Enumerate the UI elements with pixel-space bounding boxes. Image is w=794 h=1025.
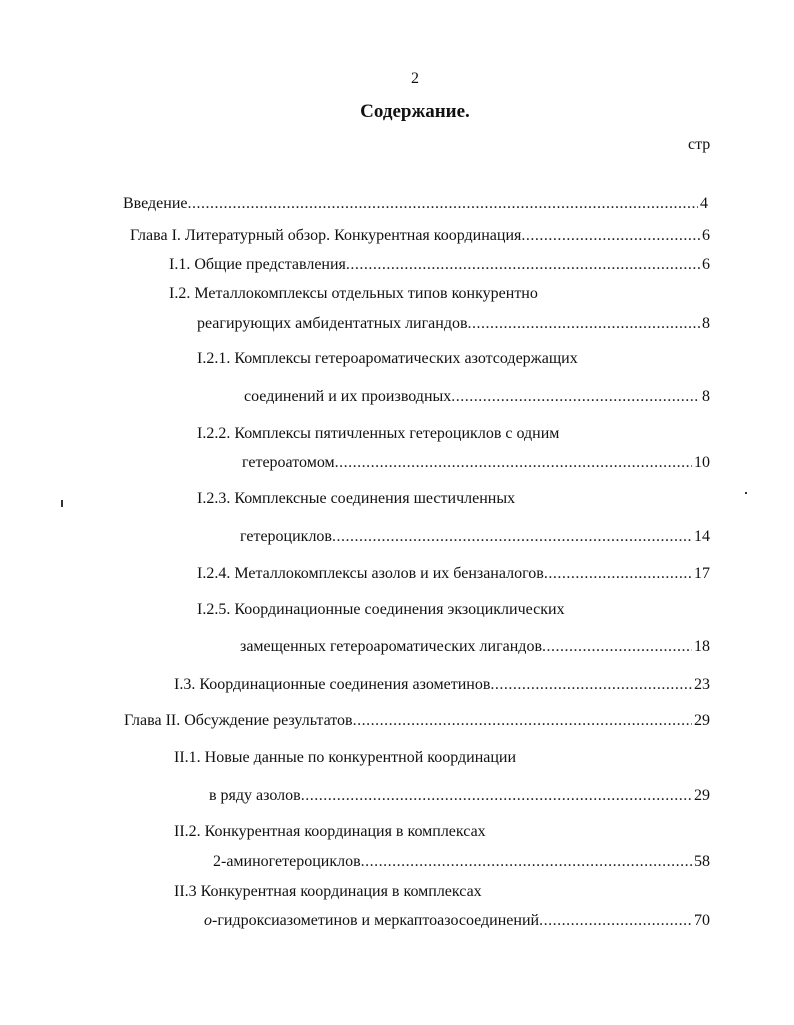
toc-leader [301,786,692,806]
toc-entry-text: 2-аминогетероциклов [213,853,361,870]
page-number: 2 [411,70,419,87]
toc-page-number: 6 [702,227,710,244]
toc-entry-section-2-2[interactable] [213,852,710,872]
toc-leader [544,564,692,584]
scan-mark-left [61,500,63,507]
toc-entry-text: гетероциклов [240,528,332,545]
toc-entry-chapter-2[interactable] [124,711,710,731]
toc-page-number: 58 [694,853,710,870]
toc-page-number: 8 [702,315,710,332]
toc-leader [521,226,700,246]
toc-entry-text: I.3. Координационные соединения азометинов [174,676,491,693]
toc-entry-section-2-1[interactable] [209,786,710,806]
toc-page-number: 23 [694,676,710,693]
toc-leader [542,637,692,657]
toc-entry-section-1-2-3-line1: I.2.3. Комплексные соединения шестичленных [197,490,516,507]
toc-entry-text: в ряду азолов [209,787,301,804]
toc-entry-section-1-2-3[interactable] [240,527,710,547]
toc-page-number: 17 [694,565,710,582]
toc-entry-text: Введение [123,195,188,212]
toc-leader [468,314,700,334]
toc-page-number: 70 [694,912,710,929]
toc-leader [451,387,700,407]
toc-leader [539,911,692,931]
toc-leader [353,711,692,731]
toc-page-number: 8 [702,388,710,405]
toc-entry-section-1-3[interactable] [174,675,710,695]
toc-entry-text-italic-prefix: о [204,912,212,929]
toc-leader [490,675,692,695]
toc-entry-section-2-2-line1: II.2. Конкурентная координация в комплексах [174,823,486,840]
toc-entry-chapter-1[interactable] [130,226,710,246]
toc-entry-text [204,911,539,931]
toc-entry-section-2-3[interactable] [204,911,710,931]
toc-page-number: 4 [700,195,708,212]
toc-entry-text: гетероатомом [242,454,335,471]
toc-page-number: 14 [694,528,710,545]
toc-entry-text: реагирующих амбидентатных лигандов [197,315,468,332]
toc-page-number: 18 [694,638,710,655]
toc-entry-text: замещенных гетероароматических лигандов [240,638,542,655]
toc-entry-section-1-2-2-line1: I.2.2. Комплексы пятичленных гетероциклов с одним [197,425,560,442]
toc-entry-section-1-2-1[interactable] [244,387,710,407]
toc-entry-section-1-2-line1: I.2. Металлокомплексы отдельных типов конкурентно [169,285,538,302]
toc-page-number: 29 [694,712,710,729]
toc-entry-section-1-2-4[interactable] [197,564,710,584]
toc-entry-text: соединений и их производных [244,388,452,405]
toc-leader [188,194,699,214]
toc-page-number: 29 [694,787,710,804]
toc-entry-section-1-2[interactable] [197,314,710,334]
toc-entry-section-1-2-5[interactable] [240,637,710,657]
toc-entry-section-2-1-line1: II.1. Новые данные по конкурентной координации [174,749,517,766]
toc-leader [346,255,700,275]
toc-entry-text: Глава I. Литературный обзор. Конкурентная координация [130,227,522,244]
toc-entry-intro[interactable] [123,194,708,214]
toc-entry-text: I.1. Общие представления [169,256,346,273]
page-title: Содержание. [360,101,470,122]
toc-page-number: 6 [702,256,710,273]
toc-entry-section-2-3-line1: II.3 Конкурентная координация в комплексах [174,883,482,900]
scan-mark-right [745,492,747,494]
toc-page-number: 10 [694,454,710,471]
toc-entry-section-1-2-5-line1: I.2.5. Координационные соединения экзоциклических [197,601,565,618]
toc-entry-text: Глава II. Обсуждение результатов [124,712,353,729]
toc-leader [361,852,692,872]
page-column-label: стр [688,136,711,153]
toc-entry-section-1-1[interactable] [169,255,710,275]
toc-entry-section-1-2-2[interactable] [242,453,710,473]
toc-entry-section-1-2-1-line1: I.2.1. Комплексы гетероароматических азотсодержащих [197,350,578,367]
toc-leader [335,453,692,473]
toc-leader [332,527,692,547]
toc-entry-text-rest: -гидроксиазометинов и меркаптоазосоединений [212,912,540,929]
toc-entry-text: I.2.4. Металлокомплексы азолов и их бензаналогов [197,565,544,582]
